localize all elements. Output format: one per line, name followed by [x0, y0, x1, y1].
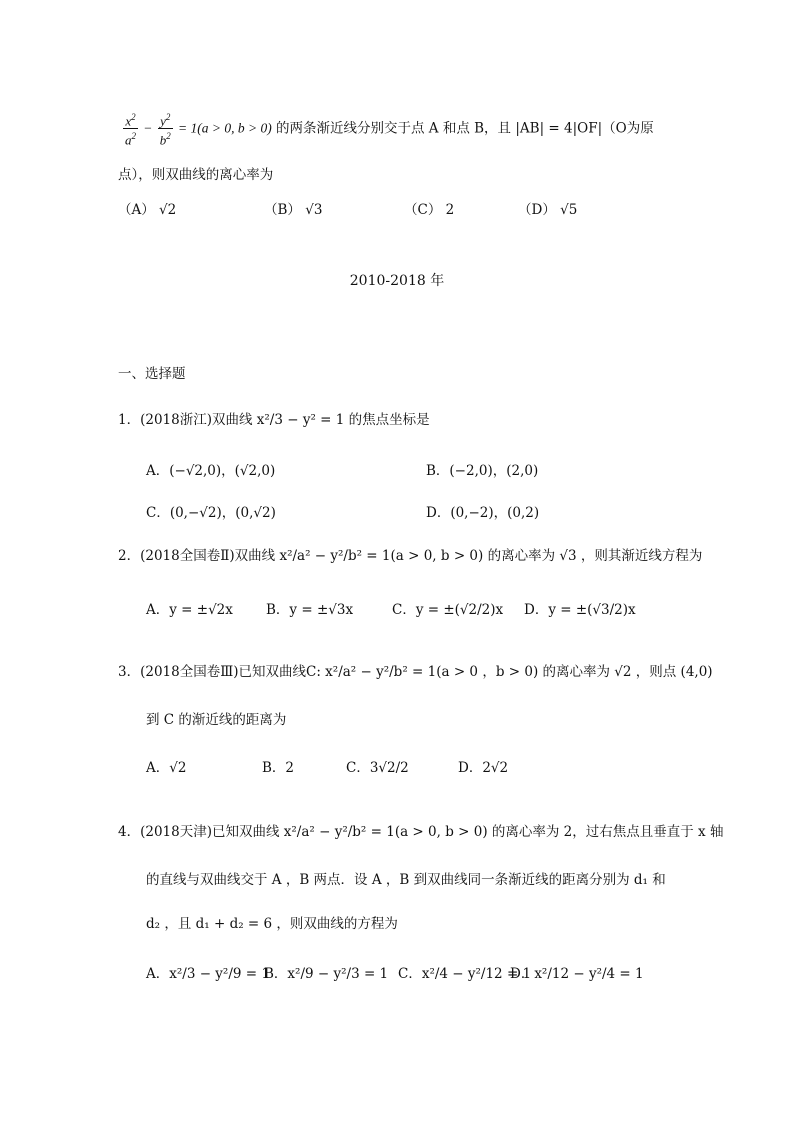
- question-3-option-b: B．2: [262, 760, 295, 776]
- question-1-option-d: D．(0,−2)，(0,2): [426, 505, 540, 521]
- intro-option-d: （D） √5: [518, 202, 578, 218]
- section-year-title: 2010-2018 年: [349, 273, 445, 289]
- question-2-option-a: A．y = ±√2x: [146, 602, 233, 618]
- question-2-stem: [118, 546, 702, 566]
- question-2-option-d: D．y = ±(√3/2)x: [524, 602, 636, 618]
- question-3-option-a: A．√2: [146, 760, 187, 776]
- question-4-stem-3: d₂ ，且 d₁ + d₂ = 6 ，则双曲线的方程为: [146, 916, 398, 932]
- intro-option-a: （A） √2: [118, 202, 177, 218]
- question-1-option-a: A．(−√2,0)，(√2,0): [146, 463, 276, 479]
- question-4-option-a: A．x²/3 − y²/9 = 1: [146, 966, 270, 982]
- question-1-stem: [118, 410, 430, 430]
- question-4-stem-2: 的直线与双曲线交于 A ，B 两点．设 A ，B 到双曲线同一条渐近线的距离分别为 d₁ 和: [146, 872, 666, 888]
- question-3-option-d: D．2√2: [458, 760, 509, 776]
- question-2-number: 2．: [118, 548, 141, 564]
- question-4-stem: [118, 822, 723, 842]
- question-4-option-b: B．x²/9 − y²/3 = 1: [264, 966, 389, 982]
- intro-option-b: （B） √3: [264, 202, 323, 218]
- question-2-text: (2018全国卷Ⅱ)双曲线 x²/a² − y²/b² = 1(a > 0, b > 0) 的离心率为 √3 ，则其渐近线方程为: [140, 548, 703, 564]
- question-1-option-c: C．(0,−√2)，(0,√2): [146, 505, 276, 521]
- question-4-number: 4．: [118, 824, 141, 840]
- question-3-text: (2018全国卷Ⅲ)已知双曲线C: x²/a² − y²/b² = 1(a > 0 ，b > 0) 的离心率为 √2 ，则点 (4,0): [140, 664, 713, 680]
- intro-line1-text: 的两条渐近线分别交于点 A 和点 B，且 |AB| = 4|OF|（O为原: [276, 120, 654, 137]
- question-2-option-c: C．y = ±(√2/2)x: [392, 602, 504, 618]
- intro-line-2: 点），则双曲线的离心率为: [118, 167, 274, 183]
- question-1-text: (2018浙江)双曲线 x²/3 − y² = 1 的焦点坐标是: [140, 412, 430, 428]
- intro-frac-x: $\frac{x^2}{a^2}$: [125, 112, 136, 148]
- question-3-stem-2: 到 C 的渐近线的距离为: [146, 712, 287, 728]
- intro-frac-y: $\frac{y^2}{b^2}$: [159, 112, 171, 148]
- intro-line-1: $\frac{x^2}{a^2}$ − $\frac{y^2}{b^2}$ = 1(a > 0, b > 0) 的两条渐近线分别交于点 A 和点 B，且 |AB| = 4|OF|（O为原: [125, 112, 654, 148]
- question-4-option-d: D．x²/12 − y²/4 = 1: [510, 966, 644, 982]
- question-3-stem: [118, 662, 713, 682]
- question-4-text: (2018天津)已知双曲线 x²/a² − y²/b² = 1(a > 0, b > 0) 的离心率为 2，过右焦点且垂直于 x 轴: [140, 824, 724, 840]
- question-3-number: 3．: [118, 664, 141, 680]
- intro-option-c: （C） 2: [404, 202, 455, 218]
- question-4-option-c: C．x²/4 − y²/12 = 1: [398, 966, 532, 982]
- question-3-option-c: C．3√2/2: [346, 760, 409, 776]
- question-2-option-b: B．y = ±√3x: [266, 602, 354, 618]
- question-1-option-b: B．(−2,0)，(2,0): [426, 463, 539, 479]
- question-1-number: 1．: [118, 412, 141, 428]
- section-heading: 一、选择题: [118, 366, 186, 382]
